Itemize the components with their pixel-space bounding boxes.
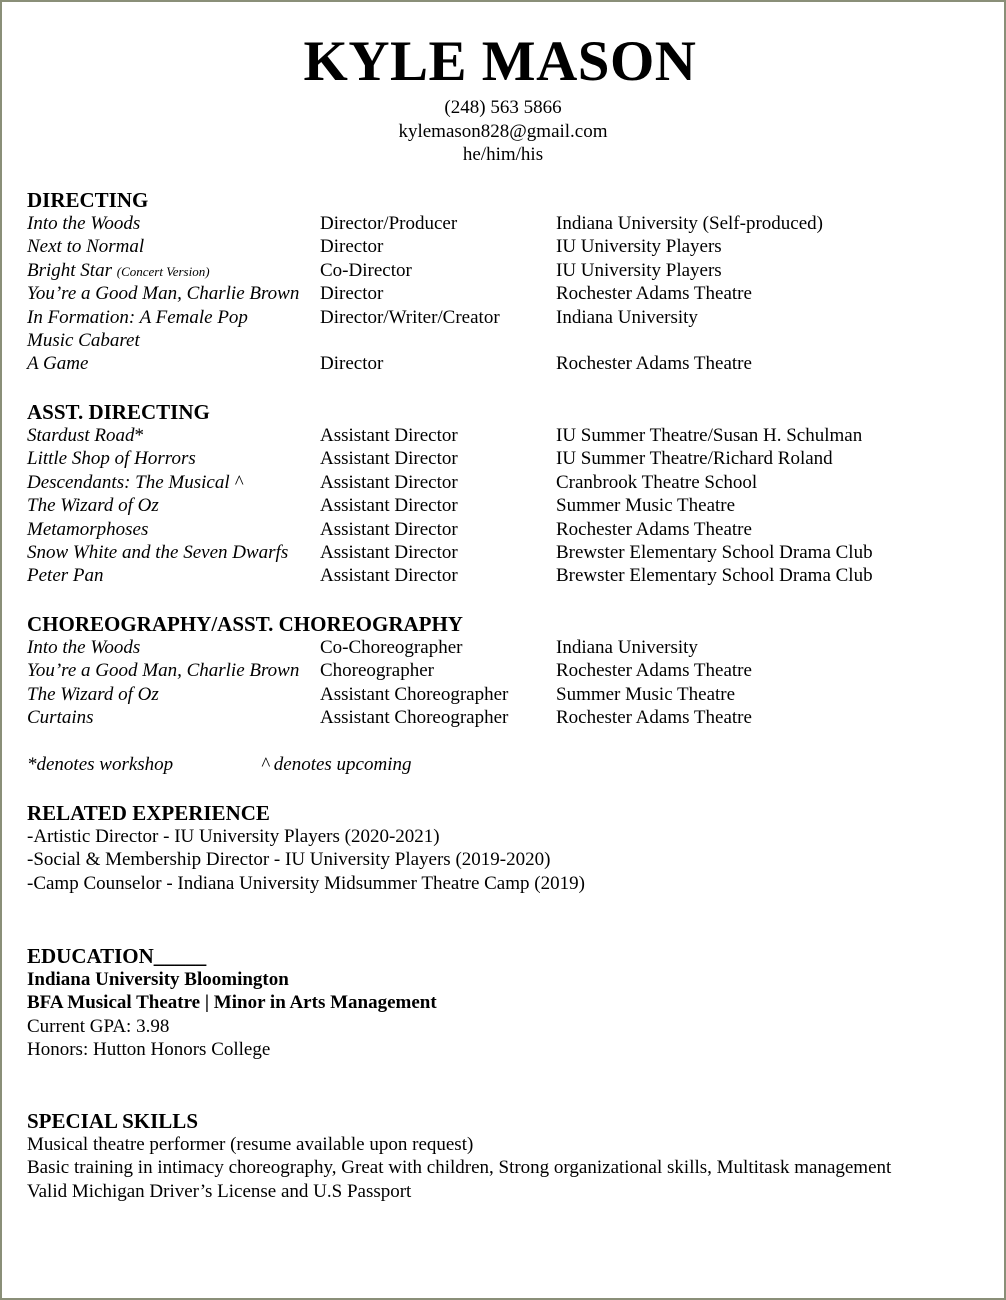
credit-title: Curtains xyxy=(27,707,94,729)
credit-role: Choreographer xyxy=(320,660,434,682)
credit-venue: Indiana University xyxy=(556,306,698,328)
credit-title: In Formation: A Female Pop Music Cabaret xyxy=(27,306,248,351)
credit-role: Director xyxy=(320,283,384,305)
credit-title: You’re a Good Man, Charlie Brown xyxy=(27,660,300,682)
credit-row xyxy=(27,212,987,235)
credit-role: Assistant Director xyxy=(320,518,458,540)
school-name: Indiana University Bloomington xyxy=(27,969,289,990)
credit-row xyxy=(27,494,987,517)
credit-venue: IU University Players xyxy=(556,259,722,281)
contact-info xyxy=(0,96,1006,167)
credit-venue: IU University Players xyxy=(556,236,722,258)
section-heading-education xyxy=(27,944,987,968)
credit-role: Assistant Director xyxy=(320,471,458,493)
credit-venue: Rochester Adams Theatre xyxy=(556,518,752,540)
credit-row xyxy=(27,447,987,470)
credit-row xyxy=(27,424,987,447)
credit-venue: IU Summer Theatre/Susan H. Schulman xyxy=(556,425,863,446)
section-heading-asst-directing: ASST. DIRECTING xyxy=(27,400,210,424)
credit-row xyxy=(27,259,987,282)
credit-note: (Concert Version) xyxy=(116,263,210,279)
section-heading-directing: DIRECTING xyxy=(27,188,149,212)
credit-title: Into the Woods xyxy=(27,213,141,234)
credit-venue: Indiana University (Self-produced) xyxy=(556,213,823,234)
credit-title: Into the Woods xyxy=(27,637,141,658)
credit-title: Bright Star xyxy=(27,259,117,281)
section-heading-skills: SPECIAL SKILLS xyxy=(27,1109,198,1133)
credit-title: The Wizard of Oz xyxy=(27,495,159,517)
pronouns: he/him/his xyxy=(462,144,544,165)
choreography-section xyxy=(27,612,987,730)
asst-directing-section xyxy=(27,400,987,588)
skill-item: Musical theatre performer (resume available upon request) xyxy=(27,1134,474,1155)
credit-venue: IU Summer Theatre/Richard Roland xyxy=(556,448,833,470)
credit-venue: Brewster Elementary School Drama Club xyxy=(556,541,873,563)
credit-row xyxy=(27,706,987,729)
credit-title: A Game xyxy=(27,353,89,375)
phone-number: (248) 563 5866 xyxy=(444,97,562,118)
credit-row xyxy=(27,636,987,659)
credit-role: Assistant Director xyxy=(320,565,458,587)
credit-row xyxy=(27,541,987,564)
credit-role: Director/Writer/Creator xyxy=(320,306,500,328)
credit-role: Assistant Director xyxy=(320,425,458,446)
section-heading-related: RELATED EXPERIENCE xyxy=(27,801,270,825)
email-address: kylemason828@gmail.com xyxy=(398,120,608,142)
special-skills-section xyxy=(27,1109,987,1203)
experience-item: -Camp Counselor - Indiana University Midsummer Theatre Camp (2019) xyxy=(27,872,585,894)
credit-title: Snow White and the Seven Dwarfs xyxy=(27,541,289,563)
credit-venue: Rochester Adams Theatre xyxy=(556,283,752,305)
credit-venue: Summer Music Theatre xyxy=(556,683,736,705)
credit-row xyxy=(27,659,987,682)
skill-item: Basic training in intimacy choreography, Great with children, Strong organizational skills, Multitask management xyxy=(27,1157,892,1179)
credit-title: Next to Normal xyxy=(27,236,145,258)
upcoming-note: ^ denotes upcoming xyxy=(261,754,412,775)
related-experience-section xyxy=(27,801,987,895)
experience-item: -Social & Membership Director - IU University Players (2019-2020) xyxy=(27,849,551,871)
workshop-mark: * xyxy=(134,425,144,446)
credit-title: Descendants: The Musical ^ xyxy=(27,471,243,493)
skill-item: Valid Michigan Driver’s License and U.S Passport xyxy=(27,1180,412,1202)
credit-title: You’re a Good Man, Charlie Brown xyxy=(27,283,300,305)
credit-title: Little Shop of Horrors xyxy=(27,448,196,470)
directing-section xyxy=(27,188,987,376)
credit-venue: Rochester Adams Theatre xyxy=(556,353,752,375)
credit-title: The Wizard of Oz xyxy=(27,683,159,705)
credit-role: Assistant Director xyxy=(320,448,458,470)
credit-title: Metamorphoses xyxy=(27,518,149,540)
credit-role: Director xyxy=(320,236,384,258)
credit-venue: Indiana University xyxy=(556,637,698,658)
credit-row xyxy=(27,306,987,353)
credit-row xyxy=(27,471,987,494)
credit-row xyxy=(27,235,987,258)
credit-venue: Summer Music Theatre xyxy=(556,495,736,517)
resume-header xyxy=(0,28,1006,167)
credit-venue: Rochester Adams Theatre xyxy=(556,660,752,682)
credit-role: Co-Choreographer xyxy=(320,637,463,658)
credit-row xyxy=(27,564,987,587)
credit-role: Assistant Director xyxy=(320,495,458,517)
credit-venue: Rochester Adams Theatre xyxy=(556,707,752,729)
credit-role: Assistant Director xyxy=(320,541,458,563)
credit-title-wrap xyxy=(27,424,317,447)
education-section xyxy=(27,944,987,1062)
honors: Honors: Hutton Honors College xyxy=(27,1039,271,1061)
credit-row xyxy=(27,282,987,305)
section-heading-choreography: CHOREOGRAPHY/ASST. CHOREOGRAPHY xyxy=(27,612,463,636)
credit-venue: Cranbrook Theatre School xyxy=(556,471,758,493)
credit-row xyxy=(27,518,987,541)
credit-title: Peter Pan xyxy=(27,565,104,587)
experience-item: -Artistic Director - IU University Players (2020-2021) xyxy=(27,826,440,847)
heading-underline: _____ xyxy=(153,944,207,968)
credit-row xyxy=(27,683,987,706)
credit-venue: Brewster Elementary School Drama Club xyxy=(556,565,873,587)
credit-title-wrap xyxy=(27,259,317,283)
gpa: Current GPA: 3.98 xyxy=(27,1015,170,1037)
credit-role: Assistant Choreographer xyxy=(320,707,509,729)
credit-role: Director/Producer xyxy=(320,213,458,234)
candidate-name: KYLE MASON xyxy=(303,30,697,93)
credit-row xyxy=(27,352,987,375)
credit-role: Co-Director xyxy=(320,259,412,281)
credit-title: Stardust Road xyxy=(27,425,135,446)
degree: BFA Musical Theatre | Minor in Arts Management xyxy=(27,992,437,1014)
credit-role: Assistant Choreographer xyxy=(320,683,509,705)
workshop-note: *denotes workshop xyxy=(27,754,174,775)
education-heading-text: EDUCATION xyxy=(27,944,154,968)
credit-role: Director xyxy=(320,353,384,375)
